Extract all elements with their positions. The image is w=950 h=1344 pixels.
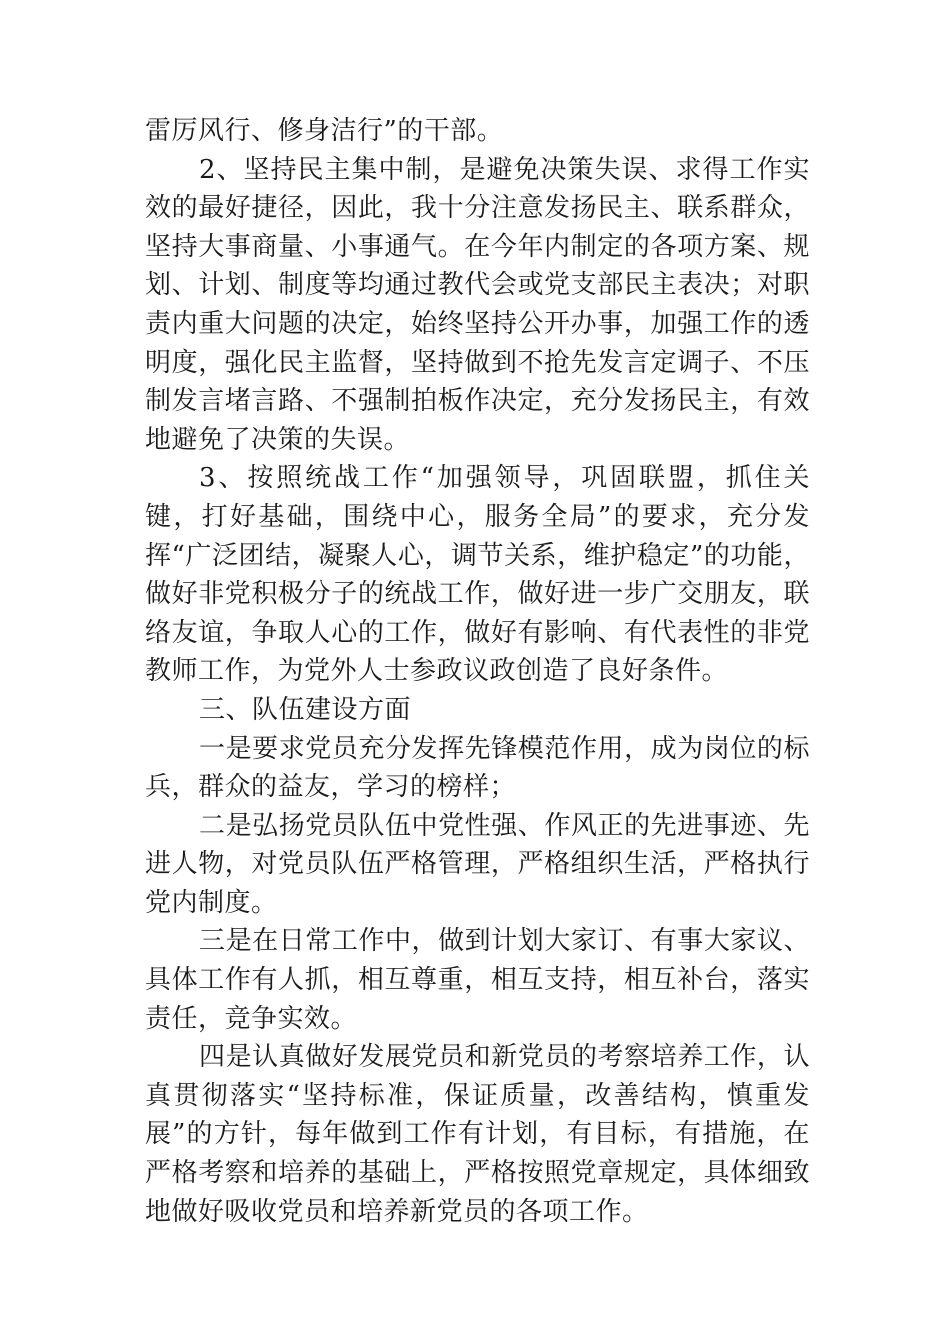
paragraph-continuation: 雷厉风行、修身洁行”的干部。 [145,116,504,146]
paragraph-item-two: 二是弘扬党员队伍中党性强、作风正的先进事迹、先进人物，对党员队伍严格管理，严格组织生活，严格执行党内制度。 [145,810,810,918]
paragraph-item-one: 一是要求党员充分发挥先锋模范作用，成为岗位的标兵，群众的益友，学习的榜样； [145,733,810,803]
paragraph-united-front: 3、按照统战工作“加强领导，巩固联盟，抓住关键，打好基础，围绕中心，服务全局”的要求，充分发挥“广泛团结，凝聚人心，调节关系，维护稳定”的功能，做好非党积极分子的统战工作，做好进一步广交朋友，联络友谊，争取人心的工作，做好有影响、有代表性的非党教师工作，为党外人士参政议政创造了良好条件。 [145,463,810,687]
section-heading-team-building: 三、队伍建设方面 [199,694,412,725]
paragraph-democratic-centralism: 2、坚持民主集中制，是避免决策失误、求得工作实效的最好捷径，因此，我十分注意发扬民主、联系群众，坚持大事商量、小事通气。在今年内制定的各项方案、规划、计划、制度等均通过教代会或党支部民主表决；对职责内重大问题的决定，始终坚持公开办事，加强工作的透明度，强化民主监督，坚持做到不抢先发言定调子、不压制发言堵言路、不强制拍板作决定，充分发扬民主，有效地避免了决策的失误。 [145,154,810,455]
paragraph-item-three: 三是在日常工作中，做到计划大家订、有事大家议、具体工作有人抓，相互尊重，相互支持，相互补台，落实责任，竞争实效。 [145,926,810,1034]
paragraph-item-four: 四是认真做好发展党员和新党员的考察培养工作，认真贯彻落实“坚持标准，保证质量，改善结构，慎重发展”的方针，每年做到工作有计划，有目标，有措施，在严格考察和培养的基础上，严格按照党章规定，具体细致地做好吸收党员和培养新党员的各项工作。 [145,1042,810,1227]
document-body [145,112,810,1231]
